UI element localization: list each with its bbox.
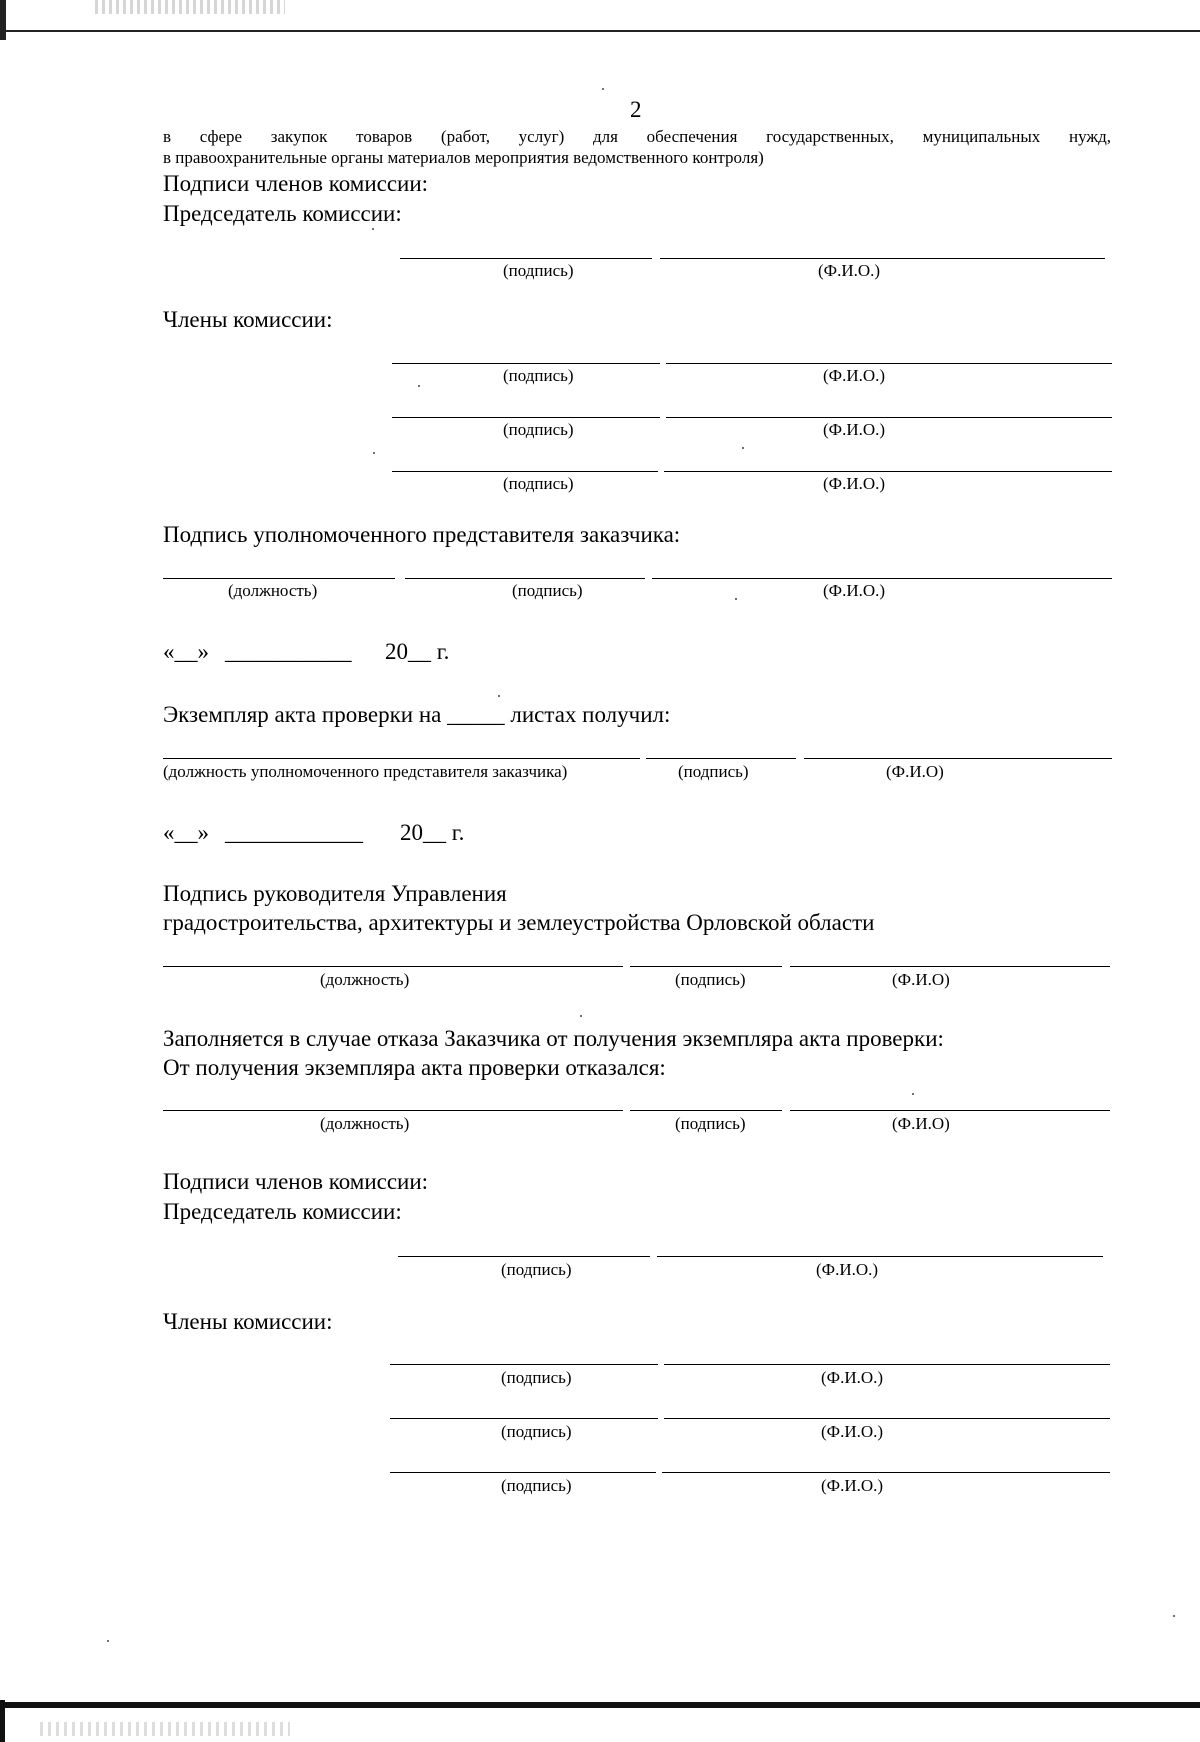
chairman-signature-line[interactable] bbox=[400, 258, 652, 259]
fio-caption: (Ф.И.О) bbox=[892, 1114, 950, 1133]
date-day: «__» bbox=[163, 820, 209, 845]
date-year: 20__ г. bbox=[385, 639, 450, 664]
rep-position-caption: (должность уполномоченного представителя заказчика) bbox=[163, 762, 568, 781]
scan-speck bbox=[912, 1093, 914, 1095]
copy-rep-position-line[interactable] bbox=[163, 758, 640, 759]
scan-speck bbox=[107, 1640, 109, 1642]
head-position-line[interactable] bbox=[163, 966, 623, 967]
position-caption: (должность) bbox=[228, 581, 318, 600]
scan-border-top bbox=[0, 0, 1200, 40]
fio-caption: (Ф.И.О.) bbox=[823, 474, 886, 493]
members-label: Члены комиссии: bbox=[163, 307, 333, 332]
chairman-label: Председатель комиссии: bbox=[163, 1199, 402, 1224]
scan-speck bbox=[372, 228, 374, 230]
member2-signature-line[interactable] bbox=[392, 417, 660, 418]
fio-caption: (Ф.И.О.) bbox=[818, 261, 881, 280]
customer-rep-heading: Подпись уполномоченного представителя заказчика: bbox=[163, 522, 681, 547]
signature-caption: (подпись) bbox=[503, 420, 574, 439]
member3-fio-line[interactable] bbox=[664, 471, 1112, 472]
refusal-fio-line[interactable] bbox=[790, 1110, 1110, 1111]
chairman-fio-line[interactable] bbox=[657, 1256, 1103, 1257]
scan-speck bbox=[602, 88, 604, 90]
head-signature-heading-2: градостроительства, архитектуры и землеустройства Орловской области bbox=[163, 910, 875, 935]
position-caption: (должность) bbox=[320, 1114, 410, 1133]
scan-speck bbox=[1173, 1615, 1175, 1617]
head-fio-line[interactable] bbox=[790, 966, 1110, 967]
scan-speck bbox=[373, 452, 375, 454]
signature-caption: (подпись) bbox=[501, 1476, 572, 1495]
scan-speck bbox=[735, 598, 737, 600]
date-day: «__» bbox=[163, 639, 209, 664]
member1-fio-line[interactable] bbox=[664, 1364, 1110, 1365]
member3-fio-line[interactable] bbox=[662, 1472, 1110, 1473]
fio-caption: (Ф.И.О) bbox=[886, 762, 944, 781]
member2-fio-line[interactable] bbox=[666, 417, 1112, 418]
signature-caption: (подпись) bbox=[675, 1114, 746, 1133]
member2-fio-line[interactable] bbox=[664, 1418, 1110, 1419]
refusal-signature-line[interactable] bbox=[630, 1110, 782, 1111]
member1-signature-line[interactable] bbox=[392, 363, 660, 364]
fio-caption: (Ф.И.О.) bbox=[816, 1260, 879, 1279]
copy-signature-line[interactable] bbox=[646, 758, 796, 759]
refusal-heading: От получения экземпляра акта проверки отказался: bbox=[163, 1055, 666, 1080]
fio-caption: (Ф.И.О.) bbox=[823, 581, 886, 600]
signature-caption: (подпись) bbox=[501, 1422, 572, 1441]
intro-line-1: в сфере закупок товаров (работ, услуг) для обеспечения государственных, муниципальных нужд, bbox=[163, 127, 1111, 146]
fio-caption: (Ф.И.О) bbox=[892, 970, 950, 989]
rep-fio-line[interactable] bbox=[652, 578, 1112, 579]
date-year: 20__ г. bbox=[400, 820, 465, 845]
fio-caption: (Ф.И.О.) bbox=[821, 1368, 884, 1387]
scan-speck bbox=[580, 1015, 582, 1017]
head-signature-heading-1: Подпись руководителя Управления bbox=[163, 881, 507, 906]
fio-caption: (Ф.И.О.) bbox=[823, 366, 886, 385]
rep-signature-line[interactable] bbox=[405, 578, 645, 579]
signature-caption: (подпись) bbox=[675, 970, 746, 989]
date-month-blank: ____________ bbox=[225, 820, 363, 845]
signature-caption: (подпись) bbox=[678, 762, 749, 781]
chairman-fio-line[interactable] bbox=[660, 258, 1105, 259]
head-signature-line[interactable] bbox=[630, 966, 782, 967]
signature-caption: (подпись) bbox=[503, 366, 574, 385]
scan-speck bbox=[498, 695, 500, 697]
fio-caption: (Ф.И.О.) bbox=[821, 1476, 884, 1495]
signature-caption: (подпись) bbox=[501, 1260, 572, 1279]
member1-signature-line[interactable] bbox=[390, 1364, 658, 1365]
signature-caption: (подпись) bbox=[512, 581, 583, 600]
scan-speck bbox=[742, 447, 744, 449]
chairman-signature-line[interactable] bbox=[398, 1256, 650, 1257]
scan-border-bottom bbox=[0, 1700, 1200, 1742]
copy-fio-line[interactable] bbox=[804, 758, 1112, 759]
refusal-note: Заполняется в случае отказа Заказчика от получения экземпляра акта проверки: bbox=[163, 1026, 944, 1051]
page-number: 2 bbox=[630, 97, 642, 122]
member3-signature-line[interactable] bbox=[390, 1472, 656, 1473]
fio-caption: (Ф.И.О.) bbox=[823, 420, 886, 439]
signature-caption: (подпись) bbox=[503, 261, 574, 280]
commission-signatures-heading: Подписи членов комиссии: bbox=[163, 171, 429, 196]
chairman-label: Председатель комиссии: bbox=[163, 201, 402, 226]
signature-caption: (подпись) bbox=[501, 1368, 572, 1387]
date-month-blank: ___________ bbox=[225, 639, 352, 664]
position-caption: (должность) bbox=[320, 970, 410, 989]
member1-fio-line[interactable] bbox=[666, 363, 1112, 364]
refusal-position-line[interactable] bbox=[163, 1110, 623, 1111]
member2-signature-line[interactable] bbox=[390, 1418, 658, 1419]
rep-position-line[interactable] bbox=[163, 578, 395, 579]
member3-signature-line[interactable] bbox=[392, 471, 658, 472]
members-label: Члены комиссии: bbox=[163, 1309, 333, 1334]
scan-speck bbox=[418, 385, 420, 387]
copy-received-heading: Экземпляр акта проверки на _____ листах получил: bbox=[163, 702, 671, 727]
commission-signatures-heading: Подписи членов комиссии: bbox=[163, 1169, 429, 1194]
intro-line-2: в правоохранительные органы материалов мероприятия ведомственного контроля) bbox=[163, 148, 764, 167]
signature-caption: (подпись) bbox=[503, 474, 574, 493]
fio-caption: (Ф.И.О.) bbox=[821, 1422, 884, 1441]
